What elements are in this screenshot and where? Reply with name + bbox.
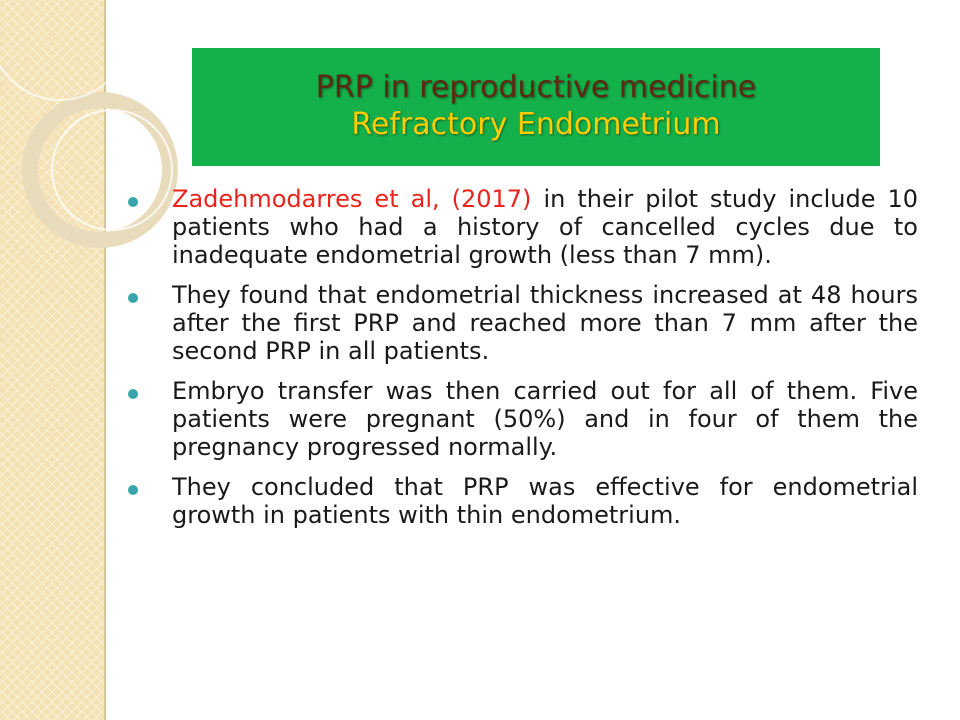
slide-title: PRP in reproductive medicine <box>315 70 757 105</box>
bullet-item-study <box>128 185 918 269</box>
bullet-item-conclusion <box>128 473 918 529</box>
slide-subtitle: Refractory Endometrium <box>351 107 721 142</box>
bullet-text: They found that endometrial thickness increased at 48 hours after the first PRP and reached more than 7 mm after the second PRP in all patients. <box>172 281 918 365</box>
bullet-body-text: in their pilot study include 10 patients who had a history of cancelled cycles due to inadequate endometrial growth (less than 7 mm). <box>172 185 919 269</box>
bullet-text: Embryo transfer was then carried out for all of them. Five patients were pregnant (50%) and in four of them the pregnancy progressed normally. <box>172 377 918 461</box>
citation-text: Zadehmodarres et al, (2017) <box>172 185 532 213</box>
bullet-text <box>172 185 918 269</box>
bullet-item-transfer <box>128 377 918 461</box>
bullet-list <box>128 185 918 541</box>
bullet-marker <box>128 197 138 207</box>
bullet-marker <box>128 389 138 399</box>
bullet-marker <box>128 485 138 495</box>
decorative-ring-top <box>0 0 130 100</box>
bullet-item-findings <box>128 281 918 365</box>
bullet-text: They concluded that PRP was effective for endometrial growth in patients with thin endometrium. <box>172 473 918 529</box>
bullet-marker <box>128 293 138 303</box>
title-banner <box>192 48 880 166</box>
